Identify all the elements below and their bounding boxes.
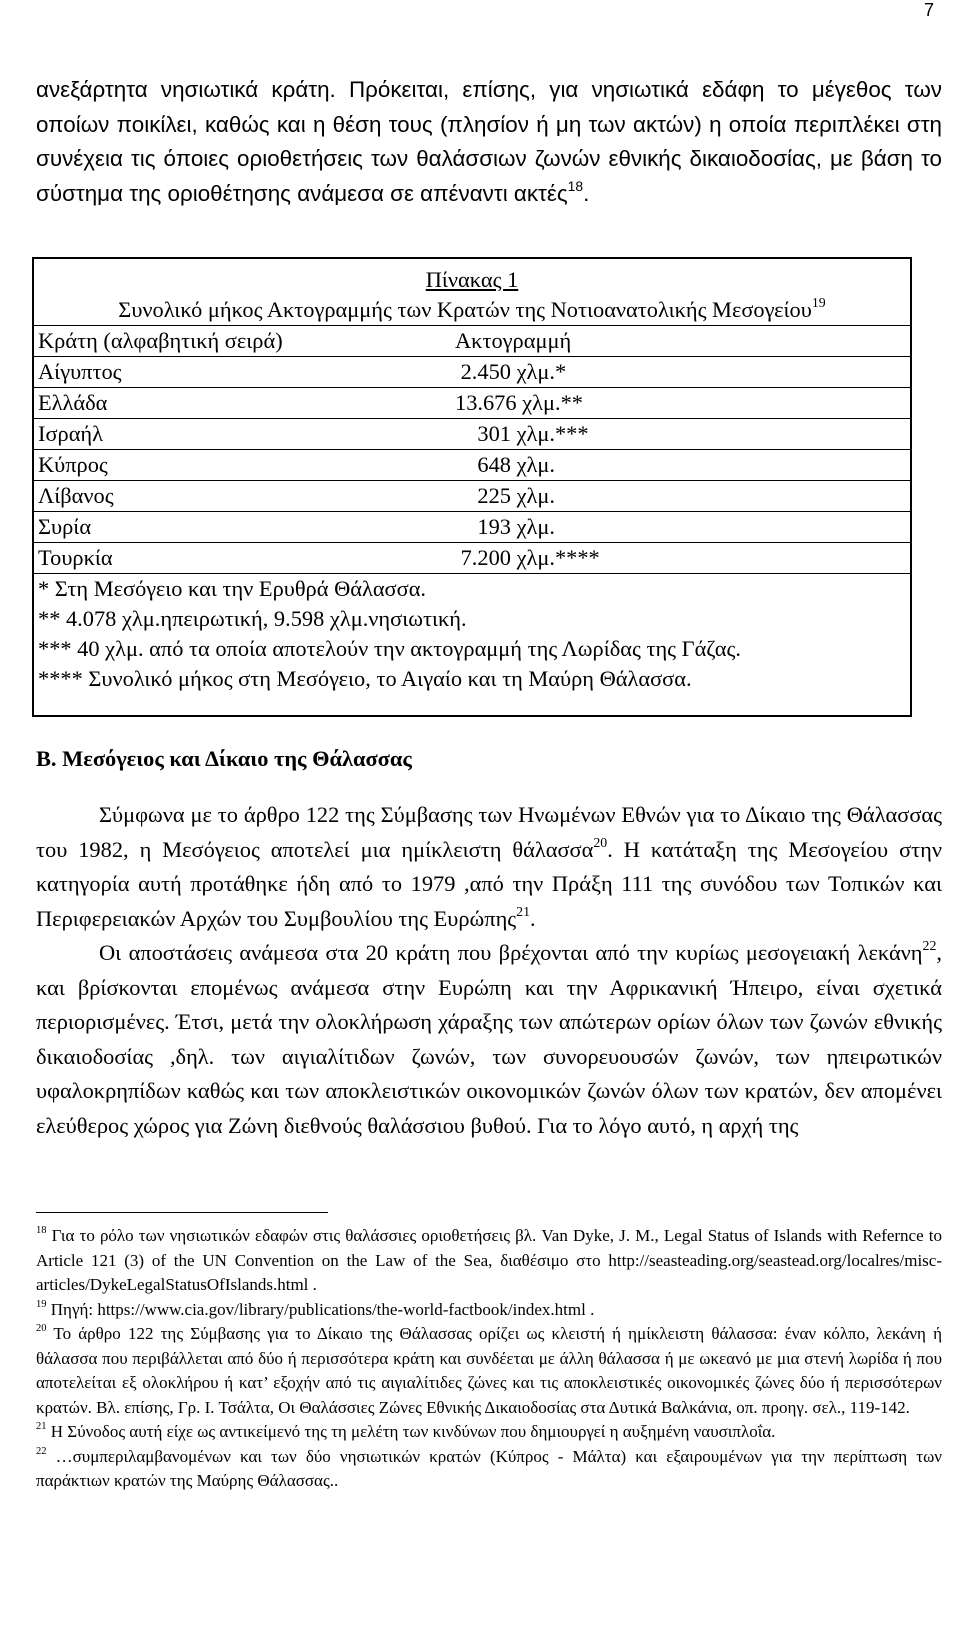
table-subtitle-text: Συνολικό μήκος Ακτογραμμής των Κρατών της Νοτιοανατολικής Μεσογείου <box>118 297 812 322</box>
footnote-text: Η Σύνοδος αυτή είχε ως αντικείμενό της τη μελέτη των κινδύνων που δημιουργεί η αυξημένη ναυσιπλοΐα. <box>46 1422 776 1441</box>
footnote-18 <box>36 1224 942 1298</box>
footnote-number: 21 <box>36 1421 47 1433</box>
table-note: * Στη Μεσόγειο και την Ερυθρά Θάλασσα. <box>38 576 427 601</box>
table-row <box>34 449 910 480</box>
footnote-number: 20 <box>36 1323 47 1335</box>
intro-paragraph <box>36 73 942 211</box>
body-text: Σύμφωνα με το άρθρο 122 της Σύμβασης των Ηνωμένων Εθνών για το Δίκαιο της Θάλασσας του 1982, η Μεσόγειος αποτελεί μια ημίκλειστη θάλασσα <box>36 802 942 862</box>
coastline-value: 2.450 χλμ.* <box>455 359 567 384</box>
footnote-ref-22[interactable]: 22 <box>922 939 937 955</box>
footnote-22 <box>36 1445 942 1494</box>
table-row <box>34 480 910 511</box>
footnote-number: 22 <box>36 1445 47 1457</box>
table-note: **** Συνολικό μήκος στη Μεσόγειο, το Αιγαίο και τη Μαύρη Θάλασσα. <box>38 666 692 691</box>
footnote-text: Πηγή: https://www.cia.gov/library/publications/the-world-factbook/index.html . <box>46 1299 595 1319</box>
body-paragraph <box>36 798 942 936</box>
coastline-value: 648 χλμ. <box>455 452 555 477</box>
footnote-ref-18[interactable]: 18 <box>567 177 584 194</box>
footnote-separator <box>36 1212 328 1213</box>
table-title: Πίνακας 1 <box>425 267 519 292</box>
table-note: ** 4.078 χλμ.ηπειρωτική, 9.598 χλμ.νησιωτική. <box>38 606 467 631</box>
table-header-row <box>34 325 910 356</box>
table-row <box>34 542 910 573</box>
table-row <box>34 356 910 387</box>
body-text: , και βρίσκονται επομένως ανάμεσα στην Ευρώπη και την Αφρικανική Ήπειρο, είναι σχετικά περιορισμένες. Έτσι, μετά την ολοκλήρωση χάραξης των απώτερων ορίων όλων των ζωνών εθνικής δικαιοδοσίας ,δηλ. των αιγιαλίτιδων ζωνών, των συνορευουσών ζωνών, των ηπειρωτικών υφαλοκρηπίδων καθώς και των αποκλειστικών οικονομικών ζωνών όλων των κρατών, δεν απομένει ελεύθερος χώρος για Ζώνη διεθνούς θαλάσσιου βυθού. Για το λόγο αυτό, η αρχή της <box>36 940 942 1138</box>
header-coastline: Ακτογραμμή <box>455 328 572 353</box>
state-name: Τουρκία <box>38 545 113 570</box>
state-name: Ελλάδα <box>38 390 108 415</box>
table-notes <box>34 573 910 694</box>
page-number: 7 <box>923 0 934 20</box>
body-text: . Η κατάταξη της Μεσογείου στην κατηγορία αυτή προτάθηκε ήδη από το 1979 ,από την Πράξη 111 της συνόδου των Τοπικών και Περιφερειακών Αρχών του Συμβουλίου της Ευρώπης <box>36 836 942 931</box>
coastline-value: 225 χλμ. <box>455 483 555 508</box>
footnote-text: Για το ρόλο των νησιωτικών εδαφών στις θαλάσσιες οριοθετήσεις βλ. Van Dyke, J. M., Legal Status of Islands with Refernce to Article 121 (3) of the UN Convention on the Law of the Sea, διαθέσιμο στο http://seasteading.org/seastead.org/localres/misc-articles/DykeLegalStatusOfIslands.html . <box>36 1226 942 1294</box>
coastline-value: 301 χλμ.*** <box>455 421 589 446</box>
footnotes <box>36 1224 942 1494</box>
footnote-20 <box>36 1322 942 1420</box>
footnote-text: …συμπεριλαμβανομένων και των δύο νησιωτικών κρατών (Κύπρος - Μάλτα) και εξαιρουμένων για την περίπτωση των παράκτιων κρατών της Μαύρης Θάλασσας.. <box>36 1446 942 1490</box>
state-name: Συρία <box>38 514 92 539</box>
table-row <box>34 511 910 542</box>
header-states: Κράτη (αλφαβητική σειρά) <box>38 328 283 353</box>
body-text: Οι αποστάσεις ανάμεσα στα 20 κράτη που βρέχονται από την κυρίως μεσογειακή λεκάνη <box>99 940 923 965</box>
table-caption <box>34 265 910 325</box>
table-note: *** 40 χλμ. από τα οποία αποτελούν την ακτογραμμή της Λωρίδας της Γάζας. <box>38 636 741 661</box>
coastline-value: 7.200 χλμ.**** <box>455 545 600 570</box>
state-name: Κύπρος <box>38 452 108 477</box>
intro-end: . <box>583 180 590 206</box>
footnote-ref-20[interactable]: 20 <box>593 835 608 851</box>
body-paragraph <box>36 936 942 1143</box>
footnote-number: 18 <box>36 1225 47 1237</box>
state-name: Ισραήλ <box>38 421 103 446</box>
footnote-number: 19 <box>36 1298 47 1310</box>
body-text: . <box>530 905 536 931</box>
section-heading: Β. Μεσόγειος και Δίκαιο της Θάλασσας <box>36 746 412 771</box>
intro-text: ανεξάρτητα νησιωτικά κράτη. Πρόκειται, επίσης, για νησιωτικά εδάφη το μέγεθος των οποίων ποικίλει, καθώς και η θέση τους (πλησίον ή μη των ακτών) η οποία περιπλέκει στη συνέχεια τις όποιες οριοθετήσεις των θαλάσσιων ζωνών εθνικής δικαιοδοσίας, με βάση το σύστημα της οριοθέτησης ανάμεσα σε απέναντι ακτές <box>36 77 942 206</box>
section-body <box>36 798 942 1143</box>
table-row <box>34 387 910 418</box>
footnote-21 <box>36 1420 942 1445</box>
coastline-value: 13.676 χλμ.** <box>455 390 583 415</box>
coastline-table <box>32 257 912 717</box>
table-subtitle <box>34 295 910 325</box>
footnote-text: Το άρθρο 122 της Σύμβασης για το Δίκαιο της Θάλασσας ορίζει ως κλειστή ή ημίκλειστη θάλασσα: έναν κόλπο, λεκάνη ή θάλασσα που περιβάλλεται από δύο ή περισσότερα κράτη και συνδέεται με άλλη θάλασσα ή με ωκεανό με μια στενή λωρίδα ή που αποτελείται εξ ολοκλήρου ή κατ’ εξοχήν από τις αιγιαλίτιδες ζώνες και τις αποκλειστικές οικονομικές ζώνες δύο ή περισσότερων κρατών. Βλ. επίσης, Γρ. Ι. Τσάλτα, Οι Θαλάσσιες Ζώνες Εθνικής Δικαιοδοσίας στα Δυτικά Βαλκάνια, οπ. προηγ. σελ., 119-142. <box>36 1324 942 1417</box>
footnote-19 <box>36 1298 942 1323</box>
coastline-value: 193 χλμ. <box>455 514 555 539</box>
footnote-ref-21[interactable]: 21 <box>516 904 531 920</box>
footnote-ref-19[interactable]: 19 <box>811 296 826 312</box>
state-name: Λίβανος <box>38 483 114 508</box>
table-row <box>34 418 910 449</box>
state-name: Αίγυπτος <box>38 359 122 384</box>
